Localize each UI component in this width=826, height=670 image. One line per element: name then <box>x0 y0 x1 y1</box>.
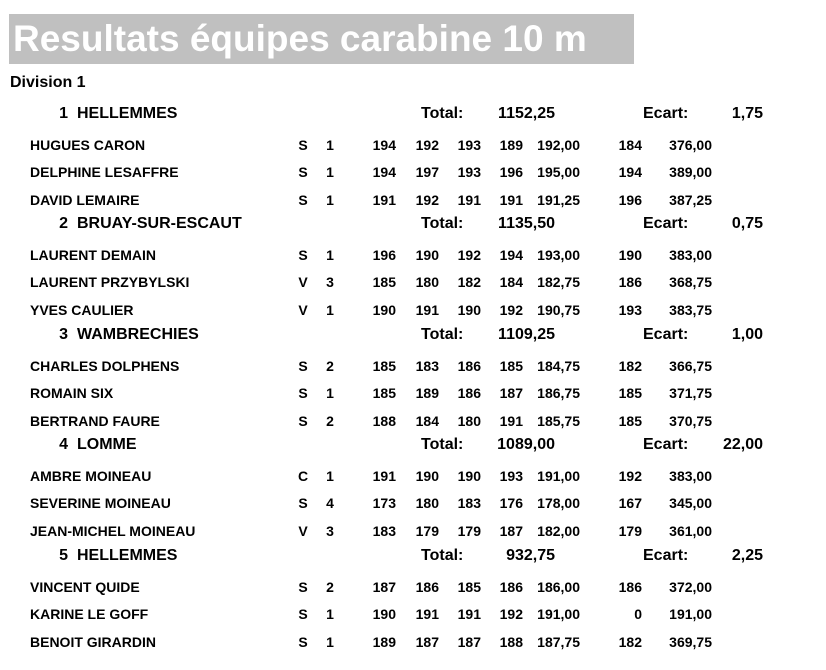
player-number: 1 <box>326 137 334 153</box>
score-2: 189 <box>415 385 439 401</box>
score-extra: 186 <box>618 274 642 290</box>
score-4: 193 <box>499 468 523 484</box>
player-number: 1 <box>326 247 334 263</box>
score-3: 185 <box>457 579 481 595</box>
total-label: Total: <box>421 105 464 122</box>
team-total: 1089,00 <box>497 436 555 453</box>
score-average: 178,00 <box>537 495 580 511</box>
score-average: 186,00 <box>537 579 580 595</box>
player-number: 3 <box>326 523 334 539</box>
player-category: S <box>298 634 308 650</box>
score-3: 192 <box>457 247 481 263</box>
score-1: 190 <box>372 302 396 318</box>
team-total: 1109,25 <box>498 326 555 343</box>
player-name: LAURENT DEMAIN <box>30 247 156 263</box>
score-extra: 193 <box>618 302 642 318</box>
score-1: 191 <box>372 468 396 484</box>
score-3: 179 <box>457 523 481 539</box>
score-average: 190,75 <box>537 302 580 318</box>
page-title: Resultats équipes carabine 10 m <box>9 14 634 64</box>
player-name: DELPHINE LESAFFRE <box>30 164 179 180</box>
score-4: 191 <box>499 192 523 208</box>
score-2: 190 <box>415 468 439 484</box>
score-1: 185 <box>372 385 396 401</box>
score-4: 185 <box>499 358 523 374</box>
score-sum: 383,75 <box>669 302 712 318</box>
score-average: 191,00 <box>537 606 580 622</box>
score-1: 190 <box>372 606 396 622</box>
team-ecart: 22,00 <box>722 436 763 453</box>
player-category: V <box>298 523 308 539</box>
score-1: 187 <box>372 579 396 595</box>
player-number: 1 <box>326 302 334 318</box>
score-3: 187 <box>457 634 481 650</box>
team-name: LOMME <box>77 436 137 453</box>
score-sum: 383,00 <box>669 468 712 484</box>
score-3: 182 <box>457 274 481 290</box>
team-total: 1152,25 <box>498 105 555 122</box>
player-category: C <box>297 468 309 484</box>
score-4: 192 <box>499 302 523 318</box>
score-sum: 370,75 <box>669 413 712 429</box>
score-average: 192,00 <box>537 137 580 153</box>
player-name: DAVID LEMAIRE <box>30 192 140 208</box>
team-name: WAMBRECHIES <box>77 326 199 343</box>
team-ecart: 0,75 <box>731 215 763 232</box>
player-name: LAURENT PRZYBYLSKI <box>30 274 190 290</box>
score-3: 193 <box>457 164 481 180</box>
player-category: V <box>298 302 308 318</box>
score-average: 184,75 <box>537 358 580 374</box>
ecart-label: Ecart: <box>643 547 689 564</box>
score-average: 195,00 <box>537 164 580 180</box>
player-name: SEVERINE MOINEAU <box>30 495 171 511</box>
team-rank: 2 <box>59 215 68 232</box>
score-sum: 387,25 <box>669 192 712 208</box>
score-4: 188 <box>499 634 523 650</box>
team-total: 932,75 <box>506 547 555 564</box>
score-sum: 366,75 <box>669 358 712 374</box>
score-1: 196 <box>372 247 396 263</box>
score-4: 191 <box>499 413 523 429</box>
player-number: 1 <box>326 192 334 208</box>
score-extra: 196 <box>618 192 642 208</box>
score-sum: 361,00 <box>669 523 712 539</box>
score-sum: 371,75 <box>669 385 712 401</box>
score-2: 184 <box>415 413 439 429</box>
score-2: 190 <box>415 247 439 263</box>
total-label: Total: <box>421 547 464 564</box>
score-3: 186 <box>457 385 481 401</box>
score-1: 194 <box>372 164 396 180</box>
team-name: BRUAY-SUR-ESCAUT <box>77 215 242 232</box>
player-name: ROMAIN SIX <box>30 385 114 401</box>
player-name: YVES CAULIER <box>30 302 134 318</box>
player-category: S <box>298 358 308 374</box>
score-4: 194 <box>499 247 523 263</box>
score-1: 185 <box>372 274 396 290</box>
player-category: S <box>298 385 308 401</box>
player-number: 1 <box>326 634 334 650</box>
player-category: V <box>298 274 308 290</box>
score-extra: 185 <box>618 385 642 401</box>
score-1: 185 <box>372 358 396 374</box>
player-name: BERTRAND FAURE <box>30 413 160 429</box>
player-category: S <box>298 192 308 208</box>
team-ecart: 2,25 <box>731 547 763 564</box>
player-category: S <box>298 495 308 511</box>
score-2: 197 <box>415 164 439 180</box>
player-number: 2 <box>326 579 334 595</box>
score-3: 191 <box>457 606 481 622</box>
player-name: CHARLES DOLPHENS <box>30 358 180 374</box>
score-average: 182,75 <box>537 274 580 290</box>
player-number: 1 <box>326 385 334 401</box>
score-average: 191,25 <box>537 192 580 208</box>
score-4: 186 <box>499 579 523 595</box>
score-4: 184 <box>499 274 523 290</box>
score-average: 186,75 <box>537 385 580 401</box>
score-extra: 190 <box>618 247 642 263</box>
player-category: S <box>298 164 308 180</box>
team-name: HELLEMMES <box>77 105 178 122</box>
score-1: 183 <box>372 523 396 539</box>
score-4: 176 <box>499 495 523 511</box>
score-extra: 192 <box>618 468 642 484</box>
score-3: 191 <box>457 192 481 208</box>
player-number: 1 <box>326 164 334 180</box>
ecart-label: Ecart: <box>643 105 689 122</box>
score-extra: 167 <box>618 495 642 511</box>
score-3: 190 <box>457 302 481 318</box>
score-4: 192 <box>499 606 523 622</box>
score-sum: 368,75 <box>669 274 712 290</box>
team-ecart: 1,75 <box>731 105 763 122</box>
score-4: 187 <box>499 385 523 401</box>
score-2: 186 <box>415 579 439 595</box>
score-3: 190 <box>457 468 481 484</box>
score-1: 194 <box>372 137 396 153</box>
total-label: Total: <box>421 326 464 343</box>
score-sum: 389,00 <box>669 164 712 180</box>
total-label: Total: <box>421 215 464 232</box>
team-total: 1135,50 <box>498 215 555 232</box>
player-number: 3 <box>326 274 334 290</box>
team-rank: 1 <box>59 105 68 122</box>
score-sum: 383,00 <box>669 247 712 263</box>
score-average: 185,75 <box>537 413 580 429</box>
division-label: Division 1 <box>10 74 86 91</box>
player-name: KARINE LE GOFF <box>30 606 149 622</box>
player-name: VINCENT QUIDE <box>30 579 140 595</box>
score-sum: 372,00 <box>669 579 712 595</box>
player-category: S <box>298 413 308 429</box>
score-sum: 345,00 <box>669 495 712 511</box>
score-3: 186 <box>457 358 481 374</box>
score-2: 191 <box>415 606 439 622</box>
score-extra: 182 <box>618 634 642 650</box>
player-name: HUGUES CARON <box>30 137 146 153</box>
score-4: 196 <box>499 164 523 180</box>
score-average: 187,75 <box>537 634 580 650</box>
score-sum: 191,00 <box>669 606 712 622</box>
score-1: 191 <box>372 192 396 208</box>
score-extra: 184 <box>618 137 642 153</box>
score-4: 189 <box>499 137 523 153</box>
score-3: 183 <box>457 495 481 511</box>
score-sum: 369,75 <box>669 634 712 650</box>
score-2: 192 <box>415 192 439 208</box>
player-name: AMBRE MOINEAU <box>30 468 152 484</box>
score-extra: 0 <box>634 606 642 622</box>
score-2: 192 <box>415 137 439 153</box>
player-name: JEAN-MICHEL MOINEAU <box>30 523 196 539</box>
player-number: 2 <box>326 413 334 429</box>
score-sum: 376,00 <box>669 137 712 153</box>
score-2: 179 <box>415 523 439 539</box>
player-category: S <box>298 606 308 622</box>
score-extra: 182 <box>618 358 642 374</box>
total-label: Total: <box>421 436 464 453</box>
score-1: 173 <box>372 495 396 511</box>
score-average: 193,00 <box>537 247 580 263</box>
ecart-label: Ecart: <box>643 326 689 343</box>
score-extra: 194 <box>618 164 642 180</box>
player-name: BENOIT GIRARDIN <box>30 634 156 650</box>
score-2: 180 <box>415 274 439 290</box>
score-extra: 186 <box>618 579 642 595</box>
player-number: 4 <box>326 495 334 511</box>
score-2: 187 <box>415 634 439 650</box>
team-name: HELLEMMES <box>77 547 178 564</box>
player-number: 1 <box>326 468 334 484</box>
ecart-label: Ecart: <box>643 215 689 232</box>
score-extra: 179 <box>618 523 642 539</box>
player-number: 1 <box>326 606 334 622</box>
score-average: 182,00 <box>537 523 580 539</box>
team-ecart: 1,00 <box>731 326 763 343</box>
score-2: 180 <box>415 495 439 511</box>
score-2: 191 <box>415 302 439 318</box>
score-4: 187 <box>499 523 523 539</box>
score-average: 191,00 <box>537 468 580 484</box>
team-rank: 5 <box>59 547 68 564</box>
score-2: 183 <box>415 358 439 374</box>
score-1: 188 <box>372 413 396 429</box>
score-3: 193 <box>457 137 481 153</box>
player-category: S <box>298 247 308 263</box>
team-rank: 4 <box>59 436 68 453</box>
team-rank: 3 <box>59 326 68 343</box>
player-category: S <box>298 579 308 595</box>
score-extra: 185 <box>618 413 642 429</box>
score-1: 189 <box>372 634 396 650</box>
ecart-label: Ecart: <box>643 436 689 453</box>
player-number: 2 <box>326 358 334 374</box>
score-3: 180 <box>457 413 481 429</box>
player-category: S <box>298 137 308 153</box>
